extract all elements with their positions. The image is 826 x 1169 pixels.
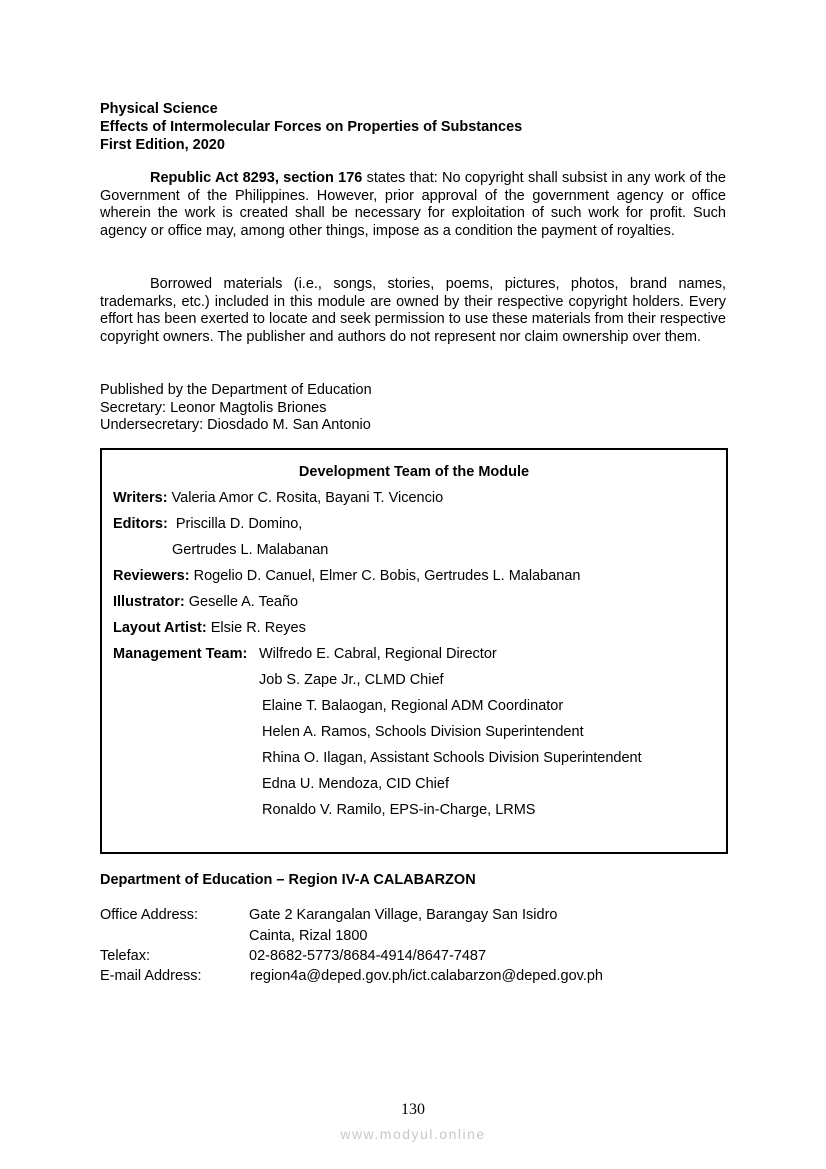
- writers-label: Writers:: [113, 490, 168, 506]
- editors-label: Editors:: [113, 516, 168, 532]
- reviewers-row: [113, 568, 580, 584]
- borrowed-text: Borrowed materials (i.e., songs, stories, poems, pictures, photos, brand names, trademarks, etc.) included in this module are owned by their respective copyright holders. Every effort has been exerted to locate and seek permission to use these materials from their respective copyright owners. The publisher and authors do not represent nor claim ownership over them.: [100, 276, 726, 345]
- management-member: Helen A. Ramos, Schools Division Superintendent: [262, 724, 584, 740]
- management-member: Wilfredo E. Cabral, Regional Director: [259, 646, 497, 662]
- illustrator-label: Illustrator:: [113, 594, 185, 610]
- management-team-label: Management Team:: [113, 646, 248, 662]
- management-member: Elaine T. Balaogan, Regional ADM Coordinator: [262, 698, 564, 714]
- management-member: Job S. Zape Jr., CLMD Chief: [259, 672, 444, 688]
- layout-artist-row: [113, 620, 306, 636]
- borrowed-materials-paragraph: [100, 276, 726, 346]
- edition: First Edition, 2020: [100, 137, 225, 153]
- secretary: Secretary: Leonor Magtolis Briones: [100, 399, 327, 416]
- editors-row: [113, 516, 302, 532]
- management-team-row: [113, 646, 247, 662]
- telefax-value: 02-8682-5773/8684-4914/8647-7487: [249, 948, 487, 964]
- telefax-label: Telefax:: [100, 948, 150, 964]
- office-address-line1: Gate 2 Karangalan Village, Barangay San Isidro: [249, 907, 558, 923]
- email-value: region4a@deped.gov.ph/ict.calabarzon@deped.gov.ph: [250, 968, 603, 984]
- page-number: 130: [401, 1101, 425, 1118]
- watermark: www.modyul.online: [340, 1126, 486, 1142]
- reviewers-label: Reviewers:: [113, 568, 190, 584]
- management-member: Rhina O. Ilagan, Assistant Schools Division Superintendent: [262, 750, 642, 766]
- management-member: Ronaldo V. Ramilo, EPS-in-Charge, LRMS: [262, 802, 536, 818]
- writers-row: [113, 490, 443, 506]
- subject-title: Physical Science: [100, 101, 218, 117]
- illustrator-value: Geselle A. Teaño: [184, 594, 299, 610]
- editors-row-2: Gertrudes L. Malabanan: [172, 542, 329, 558]
- copyright-text: states that: No copyright shall subsist in any work of the Government of the Philippines. However, prior approval of the government agency or office wherein the work is created shall be necessary for exploitation of such work for profit. Such agency or office may, among other things, impose as a condition the payment of royalties.: [100, 170, 726, 239]
- publisher-info: [100, 382, 372, 435]
- team-title: Development Team of the Module: [298, 464, 530, 480]
- law-reference: Republic Act 8293, section 176: [150, 170, 363, 186]
- writers-value: Valeria Amor C. Rosita, Bayani T. Vicencio: [167, 490, 444, 506]
- management-member: Edna U. Mendoza, CID Chief: [262, 776, 449, 792]
- layout-artist-value: Elsie R. Reyes: [206, 620, 306, 636]
- copyright-paragraph: [100, 170, 726, 240]
- module-title: Effects of Intermolecular Forces on Properties of Substances: [100, 119, 523, 135]
- development-team-box: [100, 448, 728, 854]
- layout-artist-label: Layout Artist:: [113, 620, 207, 636]
- illustrator-row: [113, 594, 298, 610]
- undersecretary: Undersecretary: Diosdado M. San Antonio: [100, 417, 371, 434]
- office-address-label: Office Address:: [100, 907, 199, 923]
- document-header: [100, 100, 522, 154]
- published-by: Published by the Department of Education: [100, 382, 372, 398]
- reviewers-value: Rogelio D. Canuel, Elmer C. Bobis, Gertrudes L. Malabanan: [189, 568, 581, 584]
- office-address-line2: Cainta, Rizal 1800: [249, 928, 368, 944]
- editors-value: Priscilla D. Domino,: [167, 516, 303, 532]
- email-label: E-mail Address:: [100, 968, 202, 984]
- region-title: Department of Education – Region IV-A CALABARZON: [100, 872, 476, 888]
